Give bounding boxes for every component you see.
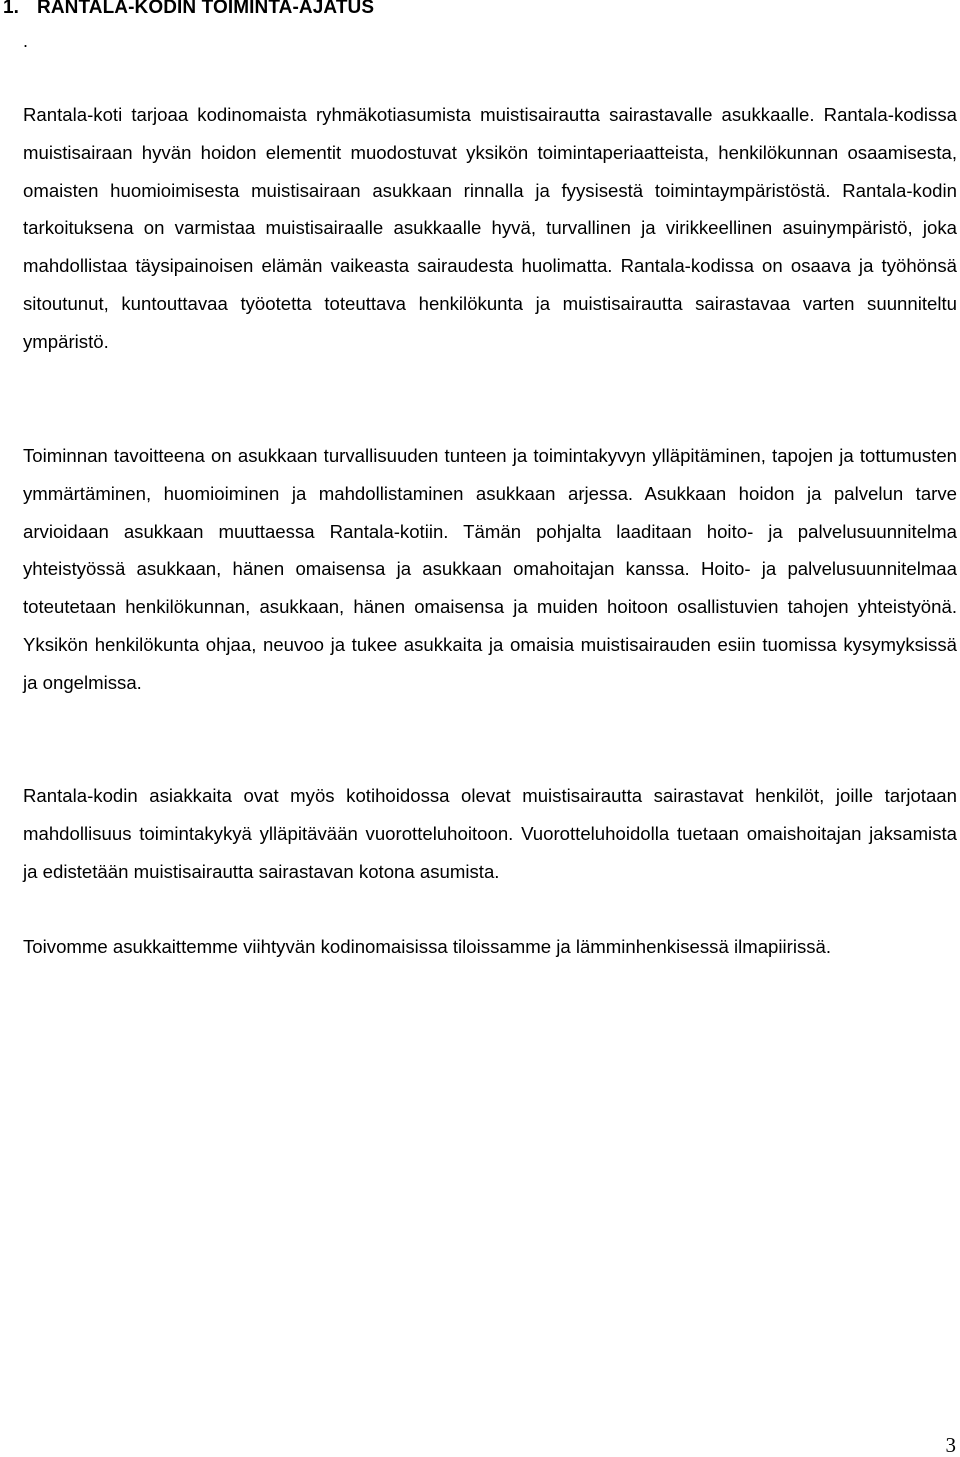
section-title: RANTALA-KODIN TOIMINTA-AJATUS: [37, 0, 375, 18]
section-heading: [3, 0, 374, 21]
page-number: 3: [945, 1433, 956, 1457]
paragraph-closing: Toivomme asukkaittemme viihtyvän kodinomaisissa tiloissamme ja lämminhenkisessä ilmapiirissä.: [23, 936, 832, 957]
paragraph-intro: Rantala-koti tarjoaa kodinomaista ryhmäkotiasumista muistisairautta sairastavalle asukkaalle. Rantala-kodissa muistisairaan hyvän hoidon elementit muodostuvat yksikön toimintaperiaatteista, henkilökunnan osaamisesta, omaisten huomioimisesta muistisairaan asukkaan rinnalla ja fyysisestä toimintaympäristöstä. Rantala-kodin tarkoituksena on varmistaa muistisairaalle asukkaalle hyvä, turvallinen ja virikkeellinen asuinympäristö, joka mahdollistaa täysipainoisen elämän vaikeasta sairaudesta huolimatta. Rantala-kodissa on osaava ja työhönsä sitoutunut, kuntouttavaa työotetta toteuttava henkilökunta ja muistisairautta sairastavaa varten suunniteltu ympäristö.: [23, 104, 957, 352]
paragraph-clients: Rantala-kodin asiakkaita ovat myös kotihoidossa olevat muistisairautta sairastavat henkilöt, joille tarjotaan mahdollisuus toimintakykyä ylläpitävään vuorotteluhoitoon. Vuorotteluhoidolla tuetaan omaishoitajan jaksamista ja edistetään muistisairautta sairastavan kotona asumista.: [23, 785, 957, 882]
heading-dot: .: [23, 31, 29, 51]
paragraph-goals: Toiminnan tavoitteena on asukkaan turvallisuuden tunteen ja toimintakyvyn ylläpitäminen, tapojen ja tottumusten ymmärtäminen, huomioiminen ja mahdollistaminen asukkaan arjessa. Asukkaan hoidon ja palvelun tarve arvioidaan asukkaan muuttaessa Rantala-kotiin. Tämän pohjalta laaditaan hoito- ja palvelusuunnitelma yhteistyössä asukkaan, hänen omaisensa ja asukkaan omahoitajan kanssa. Hoito- ja palvelusuunnitelmaa toteutetaan henkilökunnan, asukkaan, hänen omaisensa ja muiden hoitoon osallistuvien tahojen yhteistyönä. Yksikön henkilökunta ohjaa, neuvoo ja tukee asukkaita ja omaisia muistisairauden esiin tuomissa kysymyksissä ja ongelmissa.: [23, 445, 957, 693]
section-number: 1.: [3, 0, 20, 18]
